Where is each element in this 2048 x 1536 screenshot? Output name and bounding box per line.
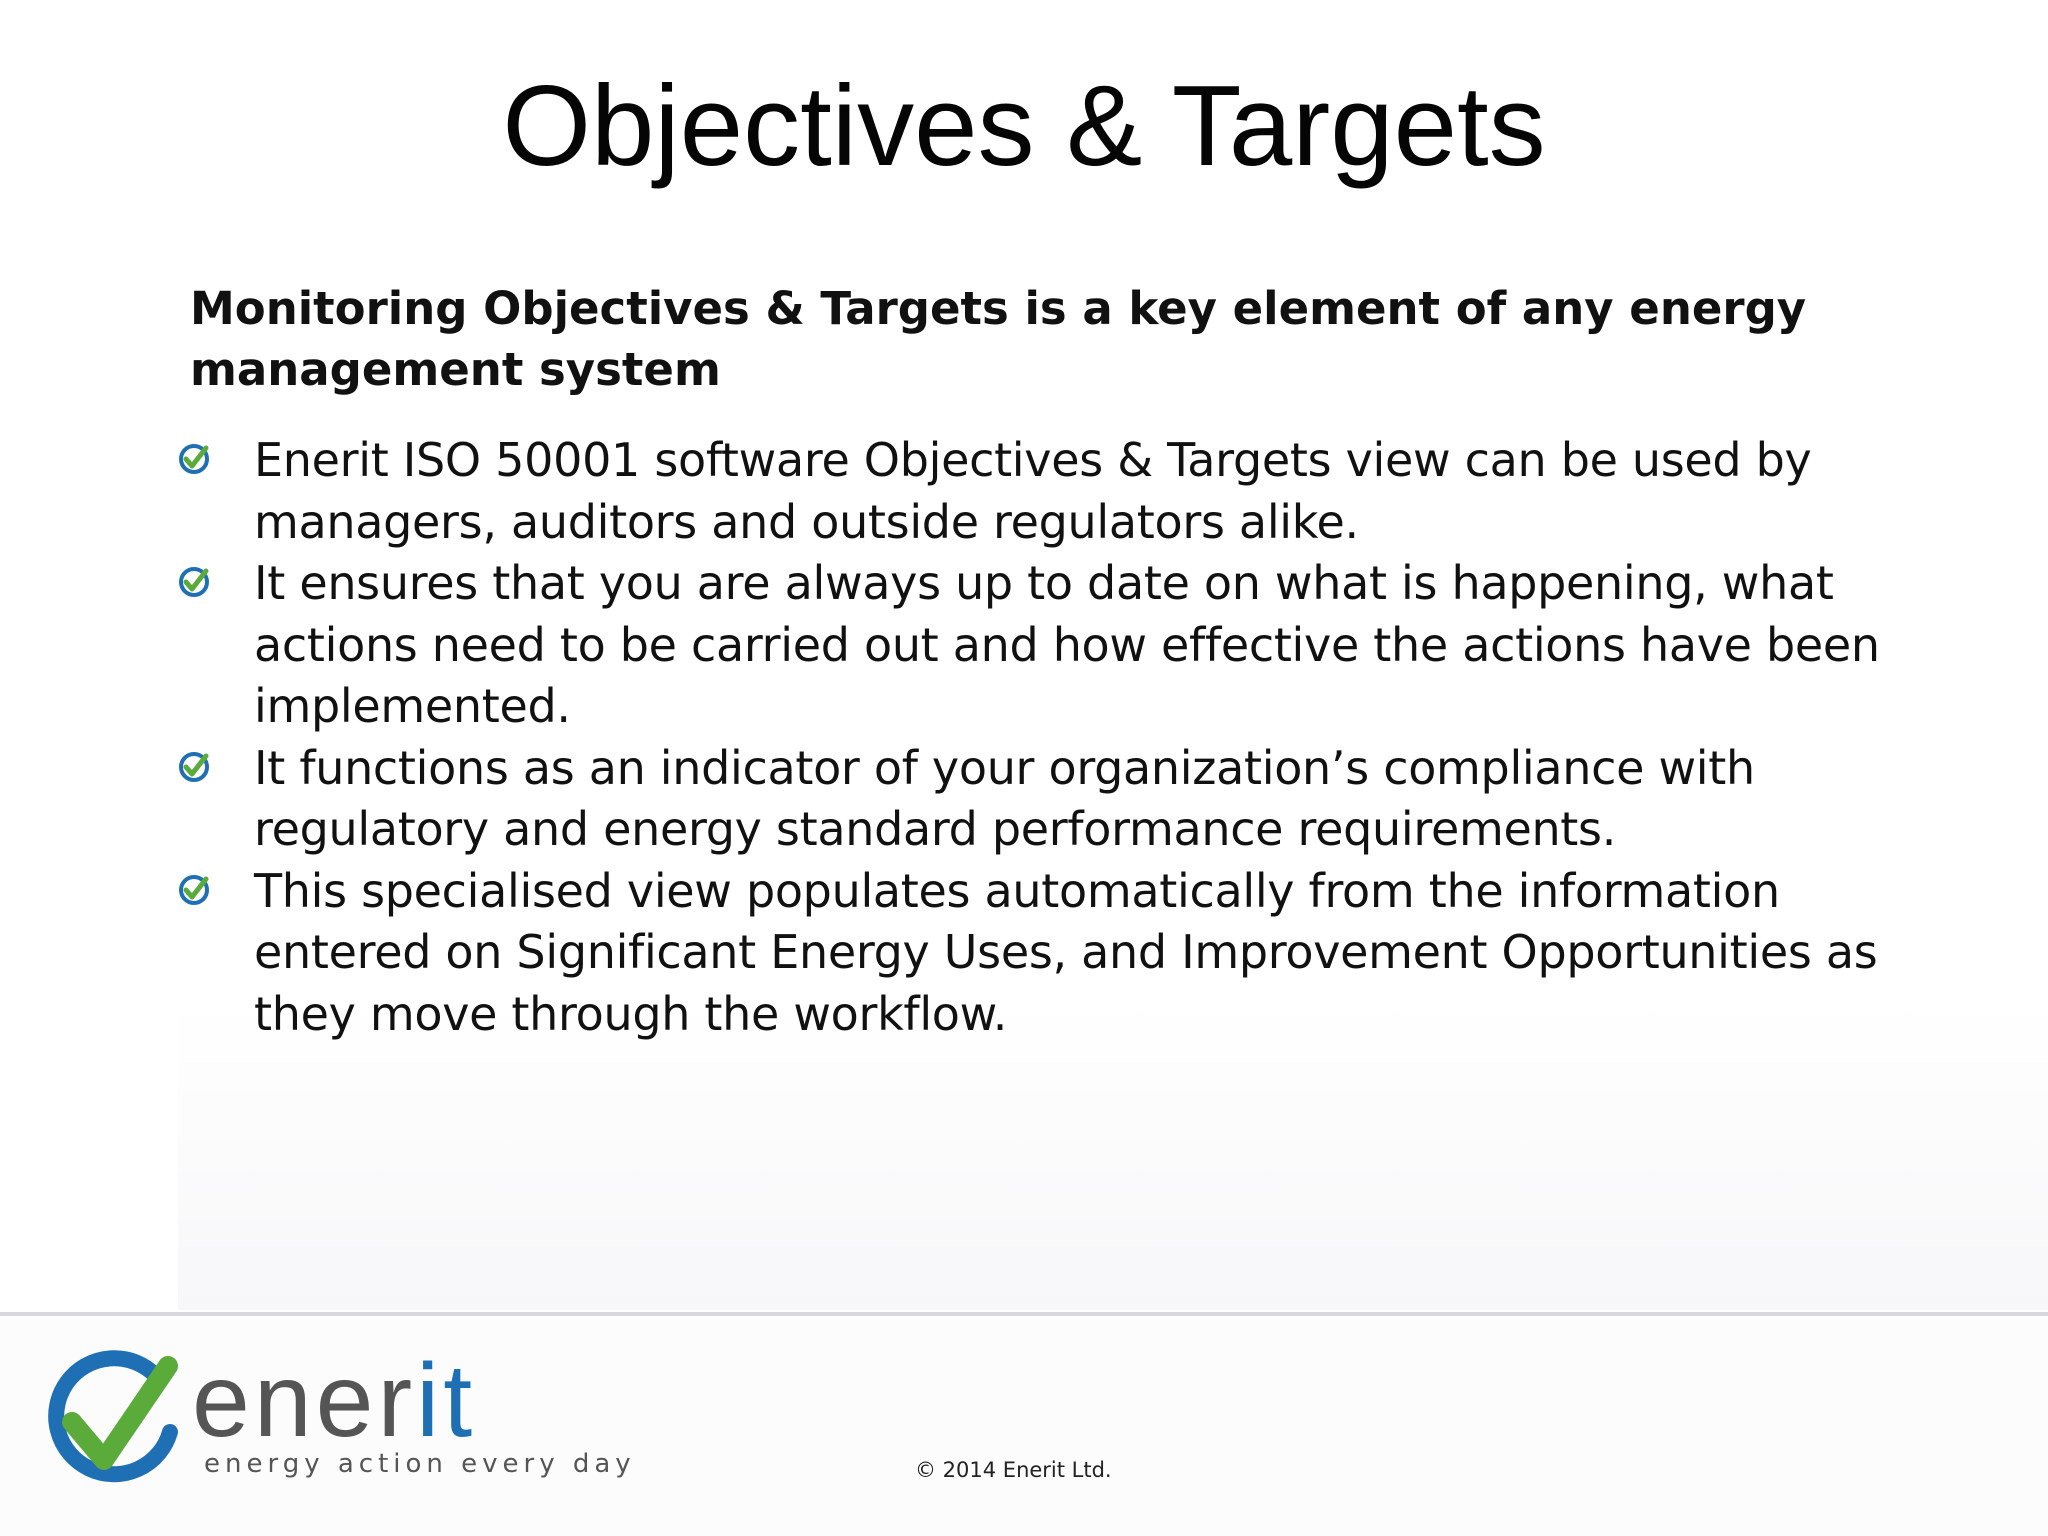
intro-text: Monitoring Objectives & Targets is a key element of any energy management system <box>190 282 1807 396</box>
bullet-text: It ensures that you are always up to date on what is happening, what actions need to be carried out and how effective the actions have been implemented. <box>254 556 1880 733</box>
bullet-item <box>172 861 1932 1046</box>
logo-tagline: energy action every day <box>204 1449 636 1479</box>
check-circle-icon <box>177 565 211 599</box>
footer-divider <box>0 1312 2048 1316</box>
bullet-list <box>172 430 1932 1045</box>
check-circle-icon <box>177 873 211 907</box>
bullet-item <box>172 430 1932 553</box>
bullet-text: This specialised view populates automatically from the information entered on Significant Energy Uses, and Improvement Opportunities as they move through the workflow. <box>254 863 1878 1041</box>
logo-wordmark-part1: ener <box>192 1343 417 1459</box>
bullet-text: Enerit ISO 50001 software Objectives & Targets view can be used by managers, auditors and outside regulators alike. <box>254 433 1812 549</box>
bullet-item <box>172 553 1932 738</box>
enerit-logo <box>42 1343 636 1492</box>
content-background <box>178 1000 2048 1310</box>
slide-title: Objectives & Targets <box>502 63 1546 190</box>
svg-text:enerit <box>192 1343 476 1459</box>
logo-wordmark-part2: it <box>416 1343 477 1459</box>
copyright-text: © 2014 Enerit Ltd. <box>915 1458 1112 1482</box>
logo-check-icon <box>56 1358 170 1474</box>
check-circle-icon <box>177 750 211 784</box>
bullet-item <box>172 738 1932 861</box>
check-circle-icon <box>177 442 211 476</box>
bullet-text: It functions as an indicator of your organization’s compliance with regulatory and energy standard performance requirements. <box>254 740 1755 856</box>
